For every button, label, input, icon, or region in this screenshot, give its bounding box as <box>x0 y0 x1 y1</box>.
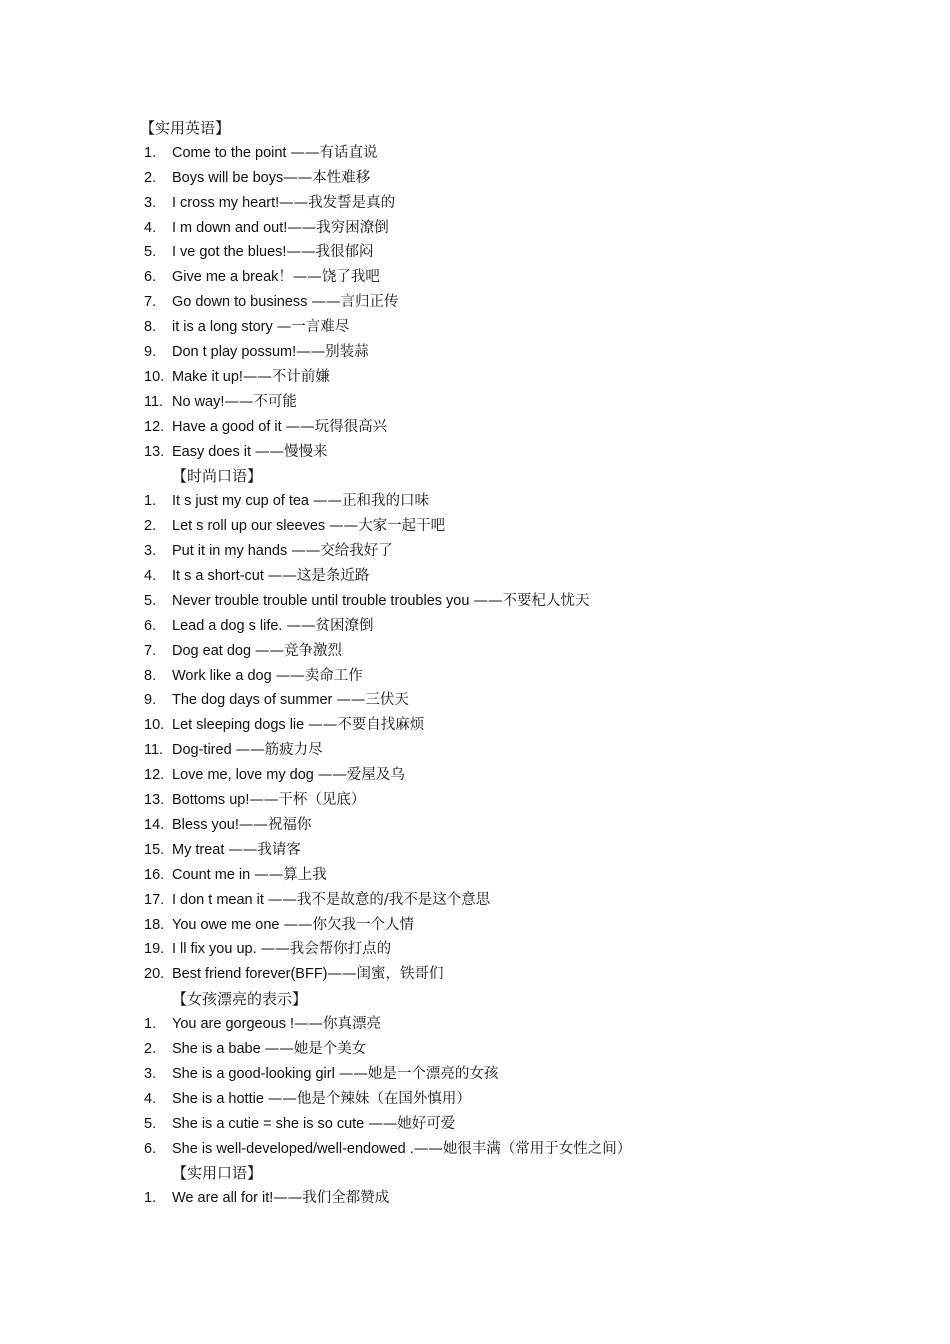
item-number: 6. <box>144 617 157 634</box>
list-item <box>140 489 900 514</box>
list-item <box>140 141 900 166</box>
item-number: 13. <box>144 443 165 460</box>
list-item <box>140 738 900 763</box>
item-chinese: ——竞争激烈 <box>255 642 343 659</box>
item-number: 13. <box>144 792 165 809</box>
item-chinese: —一言难尽 <box>276 319 350 336</box>
item-chinese: ——我请客 <box>228 841 301 858</box>
list-item <box>140 788 900 813</box>
item-english: I don t mean it <box>172 891 268 908</box>
item-number: 4. <box>144 568 157 585</box>
list-item <box>140 564 900 589</box>
list-item <box>140 962 900 987</box>
item-number: 3. <box>144 543 157 560</box>
list-item <box>140 191 900 216</box>
item-english: The dog days of summer <box>172 692 337 709</box>
item-number: 9. <box>144 692 157 709</box>
item-chinese: ——我很郁闷 <box>286 244 374 261</box>
item-number: 10. <box>144 717 165 734</box>
list-item <box>140 888 900 913</box>
item-number: 8. <box>144 319 157 336</box>
item-chinese: ——她很丰满（常用于女性之间） <box>413 1140 632 1157</box>
item-chinese: ——大家一起干吧 <box>329 518 446 535</box>
item-english: We are all for it! <box>172 1190 274 1207</box>
item-english: Let sleeping dogs lie <box>172 717 309 734</box>
section-heading-girl-beauty: 【女孩漂亮的表示】 <box>172 990 308 1009</box>
item-english: You are gorgeous ! <box>172 1016 295 1033</box>
list-item <box>140 265 900 290</box>
list-item <box>140 1062 900 1087</box>
item-chinese: ——你真漂亮 <box>294 1016 382 1033</box>
item-english: I m down and out! <box>172 219 288 236</box>
item-number: 3. <box>144 194 157 211</box>
section-heading-practical-oral: 【实用口语】 <box>172 1164 263 1183</box>
list-item <box>140 688 900 713</box>
list-item <box>140 1012 900 1037</box>
item-chinese: ——她是一个漂亮的女孩 <box>338 1065 499 1082</box>
item-english: She is a good-looking girl <box>172 1065 339 1082</box>
item-english: She is well-developed/well-endowed . <box>172 1140 414 1157</box>
item-number: 19. <box>144 941 165 958</box>
list-item <box>140 340 900 365</box>
item-chinese: ——别装蒜 <box>296 344 369 361</box>
list-item <box>140 937 900 962</box>
item-number: 5. <box>144 592 157 609</box>
item-english: Let s roll up our sleeves <box>172 518 330 535</box>
list-item <box>140 614 900 639</box>
item-chinese: ——不要杞人忧天 <box>473 592 590 609</box>
item-chinese: ——有话直说 <box>290 144 378 161</box>
item-chinese: ——饶了我吧 <box>292 269 380 286</box>
list-item <box>140 216 900 241</box>
item-chinese: ——我发誓是真的 <box>279 194 396 211</box>
item-number: 14. <box>144 816 165 833</box>
section-heading-practical-english: 【实用英语】 <box>140 119 231 137</box>
item-english: Dog-tired <box>172 742 236 759</box>
item-english: Bottoms up! <box>172 792 250 809</box>
item-chinese: ——我们全都赞成 <box>273 1190 390 1207</box>
list-item <box>140 365 900 390</box>
item-number: 11. <box>144 742 164 759</box>
list-item <box>140 589 900 614</box>
item-chinese: ——正和我的口味 <box>313 493 430 510</box>
item-chinese: ——本性难移 <box>283 169 371 186</box>
item-chinese: ——言归正传 <box>311 294 399 311</box>
item-english: Make it up! <box>172 368 243 385</box>
item-chinese: ——贫困潦倒 <box>286 617 374 634</box>
list-item <box>140 539 900 564</box>
list-item <box>140 290 900 315</box>
item-chinese: ——我穷困潦倒 <box>287 219 389 236</box>
item-chinese: ——不计前嫌 <box>242 368 330 385</box>
item-number: 1. <box>144 1016 157 1033</box>
item-english: Go down to business <box>172 294 312 311</box>
item-chinese: ——干杯（见底） <box>249 792 366 809</box>
item-number: 7. <box>144 642 157 659</box>
item-chinese: ——她好可爱 <box>368 1115 456 1132</box>
item-english: Bless you! <box>172 816 239 833</box>
item-english: I ve got the blues! <box>172 244 287 261</box>
item-number: 7. <box>144 294 157 311</box>
item-number: 5. <box>144 244 157 261</box>
item-number: 11. <box>144 393 164 410</box>
item-chinese: ——慢慢来 <box>255 443 328 460</box>
item-number: 1. <box>144 144 157 161</box>
item-number: 2. <box>144 518 157 535</box>
list-item <box>140 390 900 415</box>
list-item <box>140 1037 900 1062</box>
list-item <box>140 440 900 465</box>
item-number: 1. <box>144 1190 157 1207</box>
item-chinese: ——我会帮你打点的 <box>260 941 392 958</box>
list-item <box>140 315 900 340</box>
item-english: Lead a dog s life. <box>172 617 287 634</box>
item-number: 15. <box>144 841 165 858</box>
item-english: My treat <box>172 841 229 858</box>
item-english: Count me in <box>172 866 255 883</box>
item-number: 20. <box>144 966 165 983</box>
list-item <box>140 713 900 738</box>
item-english: Don t play possum! <box>172 344 297 361</box>
item-chinese: ——我不是故意的/我不是这个意思 <box>267 891 491 908</box>
document-content <box>140 116 900 1211</box>
item-number: 2. <box>144 1040 157 1057</box>
item-english: Come to the point <box>172 144 291 161</box>
item-english: Dog eat dog <box>172 642 256 659</box>
list-item <box>140 240 900 265</box>
item-number: 18. <box>144 916 165 933</box>
item-chinese: ——不要自找麻烦 <box>308 717 425 734</box>
list-item <box>140 813 900 838</box>
item-english: Give me a break！ <box>172 269 293 286</box>
item-chinese: ——交给我好了 <box>291 543 393 560</box>
item-number: 6. <box>144 269 157 286</box>
item-number: 17. <box>144 891 165 908</box>
section-heading-trendy-phrases: 【时尚口语】 <box>172 467 263 486</box>
item-chinese: ——你欠我一个人情 <box>283 916 415 933</box>
list-item <box>140 1137 900 1162</box>
item-english: I ll fix you up. <box>172 941 261 958</box>
list-item <box>140 913 900 938</box>
list-item <box>140 664 900 689</box>
item-english: Boys will be boys <box>172 169 284 186</box>
list-item <box>140 514 900 539</box>
list-item <box>140 1186 900 1211</box>
item-english: I cross my heart! <box>172 194 280 211</box>
item-english: Never trouble trouble until trouble troubles you <box>172 592 474 609</box>
item-english: Easy does it <box>172 443 256 460</box>
list-item <box>140 838 900 863</box>
item-chinese: ——她是个美女 <box>264 1040 367 1057</box>
item-number: 8. <box>144 667 157 684</box>
item-number: 12. <box>144 418 165 435</box>
item-chinese: ——算上我 <box>254 866 327 883</box>
item-english: She is a cutie = she is so cute <box>172 1115 369 1132</box>
item-english: It s just my cup of tea <box>172 493 314 510</box>
item-english: She is a babe <box>172 1040 265 1057</box>
item-english: Put it in my hands <box>172 543 292 560</box>
item-number: 1. <box>144 493 157 510</box>
item-number: 4. <box>144 219 157 236</box>
item-number: 6. <box>144 1140 157 1157</box>
item-number: 2. <box>144 169 157 186</box>
item-number: 10. <box>144 368 165 385</box>
list-item <box>140 763 900 788</box>
item-chinese: ——闺蜜，铁哥们 <box>327 966 444 983</box>
item-number: 4. <box>144 1090 157 1107</box>
item-english: She is a hottie <box>172 1090 268 1107</box>
item-english: Have a good of it <box>172 418 286 435</box>
item-english: You owe me one <box>172 916 284 933</box>
item-english: Best friend forever(BFF) <box>172 966 328 983</box>
item-number: 16. <box>144 866 165 883</box>
list-item <box>140 863 900 888</box>
list-item <box>140 415 900 440</box>
list-item <box>140 166 900 191</box>
item-chinese: ——三伏天 <box>336 692 409 709</box>
item-chinese: ——玩得很高兴 <box>285 418 388 435</box>
item-number: 12. <box>144 767 165 784</box>
item-number: 5. <box>144 1115 157 1132</box>
item-chinese: ——爱屋及乌 <box>317 767 405 784</box>
item-english: Love me, love my dog <box>172 767 318 784</box>
list-item <box>140 639 900 664</box>
item-english: No way! <box>172 393 225 410</box>
item-chinese: ——筋疲力尽 <box>235 742 323 759</box>
item-chinese: ——卖命工作 <box>275 667 363 684</box>
item-english: it is a long story <box>172 319 277 336</box>
item-chinese: ——祝福你 <box>238 816 312 833</box>
item-english: It s a short-cut <box>172 568 268 585</box>
item-number: 9. <box>144 344 157 361</box>
item-chinese: ——他是个辣妹（在国外慎用） <box>267 1090 471 1107</box>
item-chinese: ——不可能 <box>224 393 297 410</box>
list-item <box>140 1087 900 1112</box>
list-item <box>140 1112 900 1137</box>
item-english: Work like a dog <box>172 667 276 684</box>
item-chinese: ——这是条近路 <box>267 568 370 585</box>
item-number: 3. <box>144 1065 157 1082</box>
